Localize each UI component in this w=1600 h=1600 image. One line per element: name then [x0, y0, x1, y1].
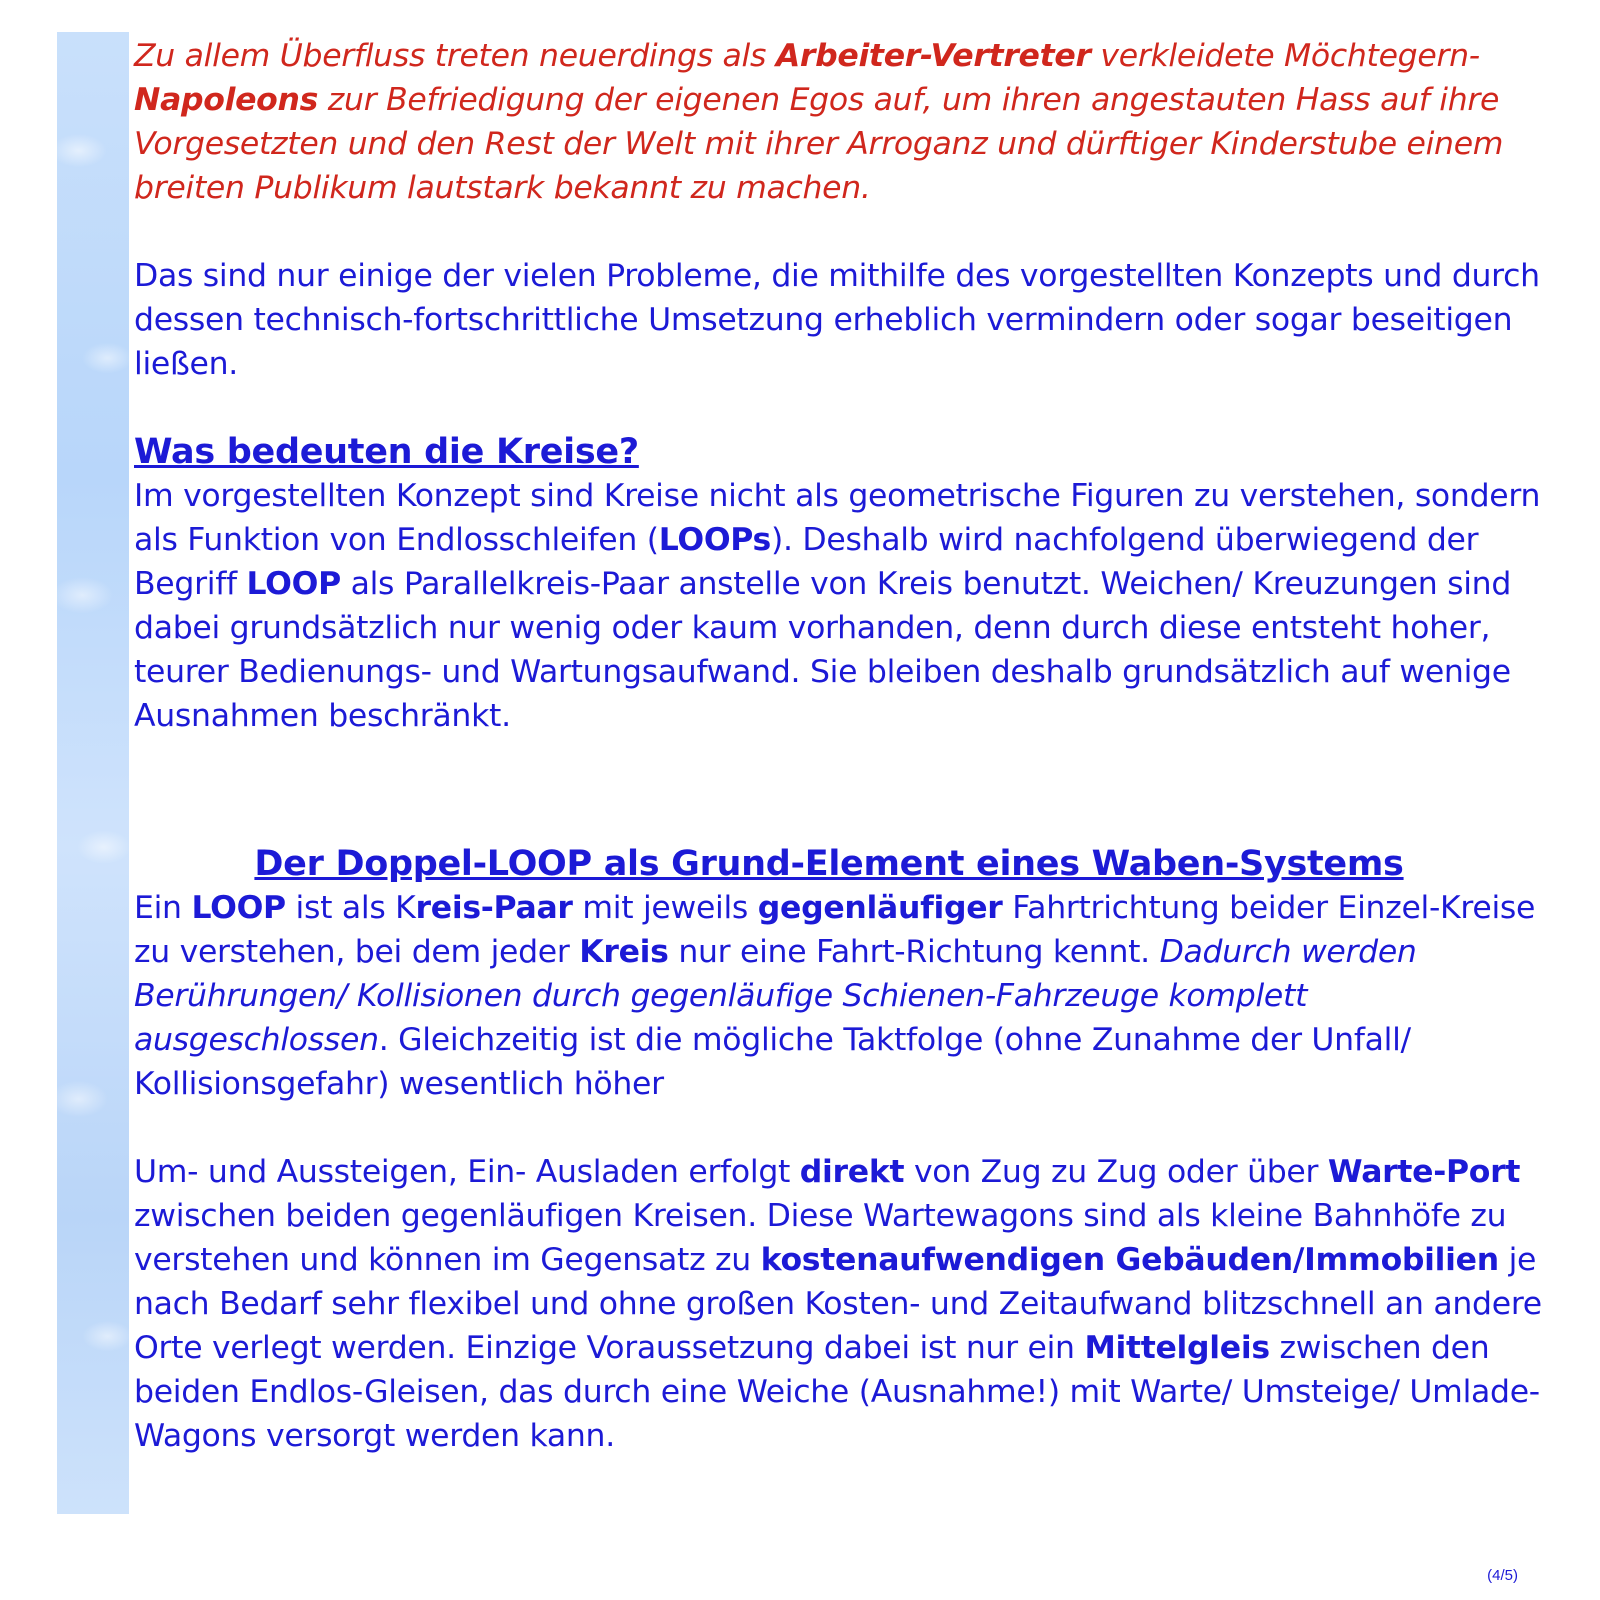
emphasis-mittelgleis: Mittelgleis — [1084, 1330, 1270, 1366]
emphasis-italic-kollisionen: Dadurch werden Berührungen/ Kollisionen durch gegenläufige Schienen-Fahrzeuge komplett ausgeschlossen — [134, 934, 1417, 1058]
document-body — [134, 34, 1564, 1458]
emphasis-warte-port: Warte-Port — [1327, 1154, 1521, 1190]
emphasis-direkt: direkt — [799, 1154, 905, 1190]
paragraph-problems: Das sind nur einige der vielen Probleme, die mithilfe des vorgestellten Konzepts und durch dessen technisch-fortschrittliche Umsetzung erheblich vermindern oder sogar beseitigen ließen. — [134, 258, 1540, 382]
emphasis-kreis: Kreis — [579, 934, 669, 970]
emphasis-gebaeuden-immobilien: kostenaufwendigen Gebäuden/Immobilien — [760, 1242, 1499, 1278]
emphasis-loop: LOOP — [191, 890, 286, 926]
emphasis-arbeiter-vertreter: Arbeiter-Vertreter — [775, 38, 1091, 74]
emphasis-reis-paar: reis-Paar — [415, 890, 573, 926]
decorative-side-band — [57, 32, 129, 1514]
page-number: (4/5) — [1487, 1567, 1518, 1584]
emphasis-loops: LOOPs — [658, 522, 771, 558]
paragraph-kreise: Im vorgestellten Konzept sind Kreise nicht als geometrische Figuren zu verstehen, sondern als Funktion von Endlosschleifen (LOOPs). Deshalb wird nachfolgend überwiegend der Begriff LOOP als Parallelkreis-Paar anstelle von Kreis benutzt. Weichen/ Kreuzungen sind dabei grundsätzlich nur wenig oder kaum vorhanden, denn durch diese entsteht hoher, teurer Bedienungs- und Wartungsaufwand. Sie bleiben deshalb grundsätzlich auf wenige Ausnahmen beschränkt. — [134, 478, 1541, 734]
paragraph-loop-definition: Ein LOOP ist als Kreis-Paar mit jeweils gegenläufiger Fahrtrichtung beider Einzel-Kreise zu verstehen, bei dem jeder Kreis nur eine Fahrt-Richtung kennt. Dadurch werden Berührungen/ Kollisionen durch gegenläufige Schienen-Fahrzeuge komplett ausgeschlossen. Gleichzeitig ist die mögliche Taktfolge (ohne Zunahme der Unfall/ Kollisionsgefahr) wesentlich höher — [134, 890, 1536, 1102]
heading-was-bedeuten-die-kreise: Was bedeuten die Kreise? — [134, 432, 639, 472]
paragraph-intro-red: Zu allem Überfluss treten neuerdings als Arbeiter-Vertreter verkleidete Möchtegern-Napoleons zur Befriedigung der eigenen Egos auf, um ihren angestauten Hass auf ihre Vorgesetzten und den Rest der Welt mit ihrer Arroganz und dürftiger Kinderstube einem breiten Publikum lautstark bekannt zu machen. — [134, 38, 1504, 206]
heading-doppel-loop: Der Doppel-LOOP als Grund-Element eines Waben-Systems — [254, 844, 1404, 884]
emphasis-napoleons: Napoleons — [134, 82, 319, 118]
paragraph-umsteigen: Um- und Aussteigen, Ein- Ausladen erfolgt direkt von Zug zu Zug oder über Warte-Port zwischen beiden gegenläufigen Kreisen. Diese Wartewagons sind als kleine Bahnhöfe zu verstehen und können im Gegensatz zu kostenaufwendigen Gebäuden/Immobilien je nach Bedarf sehr flexibel und ohne großen Kosten- und Zeitaufwand blitzschnell an andere Orte verlegt werden. Einzige Voraussetzung dabei ist nur ein Mittelgleis zwischen den beiden Endlos-Gleisen, das durch eine Weiche (Ausnahme!) mit Warte/ Umsteige/ Umlade-Wagons versorgt werden kann. — [134, 1154, 1542, 1454]
emphasis-gegenlaeufiger: gegenläufiger — [757, 890, 1003, 926]
emphasis-loop: LOOP — [246, 566, 341, 602]
